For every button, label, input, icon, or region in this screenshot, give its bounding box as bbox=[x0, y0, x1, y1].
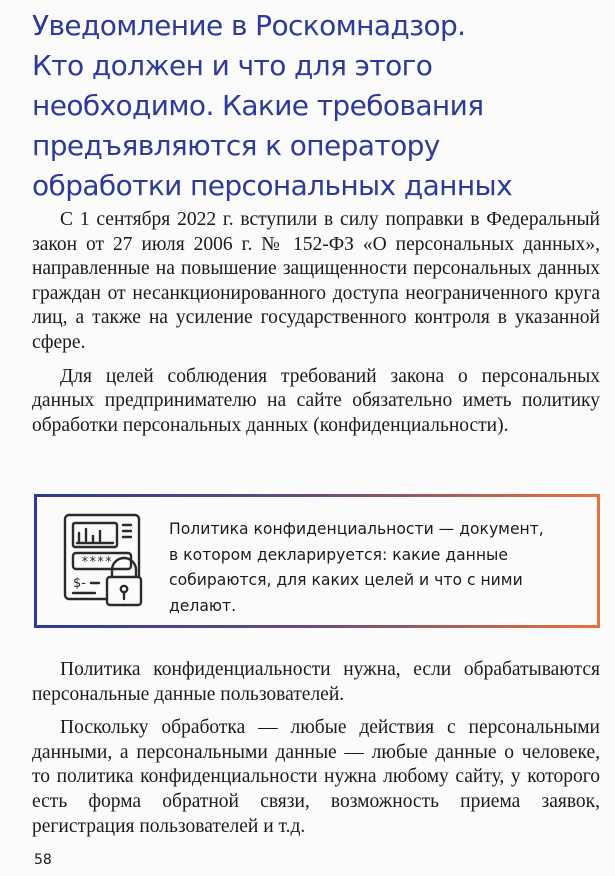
title-line: Уведомление в Роскомнадзор. bbox=[32, 9, 466, 42]
page-number: 58 bbox=[34, 852, 52, 868]
page-title bbox=[32, 6, 602, 206]
title-line: необходимо. Какие требования bbox=[32, 89, 484, 122]
paragraph: Политика конфиденциальности нужна, если обрабатываются персональные данные пользователей. bbox=[32, 659, 600, 705]
definition-text bbox=[169, 517, 589, 619]
definition-callout bbox=[34, 494, 600, 628]
conclusion-text bbox=[32, 658, 600, 839]
intro-text bbox=[32, 208, 600, 438]
title-line: обработки персональных данных bbox=[32, 169, 513, 202]
currency-text: $- bbox=[73, 576, 86, 591]
paragraph: Для целей соблюдения требований закона о персональных данных предпринимателю на сайте обязательно иметь политику обработки персональных данных (конфиденциальности). bbox=[32, 365, 600, 436]
privacy-policy-document-lock-icon bbox=[59, 511, 155, 609]
definition-line: Политика конфиденциальности — документ, bbox=[169, 520, 544, 538]
title-line: Кто должен и что для этого bbox=[32, 49, 433, 82]
definition-line: делают. bbox=[169, 596, 237, 615]
definition-line: в котором декларируется: какие данные bbox=[169, 545, 508, 564]
title-line: предъявляются к оператору bbox=[32, 129, 440, 162]
paragraph: Поскольку обработка — любые действия с персональными данными, а персональными данные — любые данные о человеке, то политика конфиденциальности нужна любому сайту, у которого есть форма обратной связи, возможность приема заявок, регистрация пользователей и т.д. bbox=[32, 717, 600, 837]
paragraph: С 1 сентября 2022 г. вступили в силу поправки в Федеральный закон от 27 июля 2006 г. № 152-ФЗ «О персональных данных», направленные на повышение защищенности персональных данных граждан от несанкционированного доступа неограниченного круга лиц, а также на усиление государственного контроля в указанной сфере. bbox=[32, 209, 600, 353]
definition-line: собираются, для каких целей и что с ними bbox=[169, 571, 523, 589]
password-mask-text: **** bbox=[81, 555, 113, 570]
